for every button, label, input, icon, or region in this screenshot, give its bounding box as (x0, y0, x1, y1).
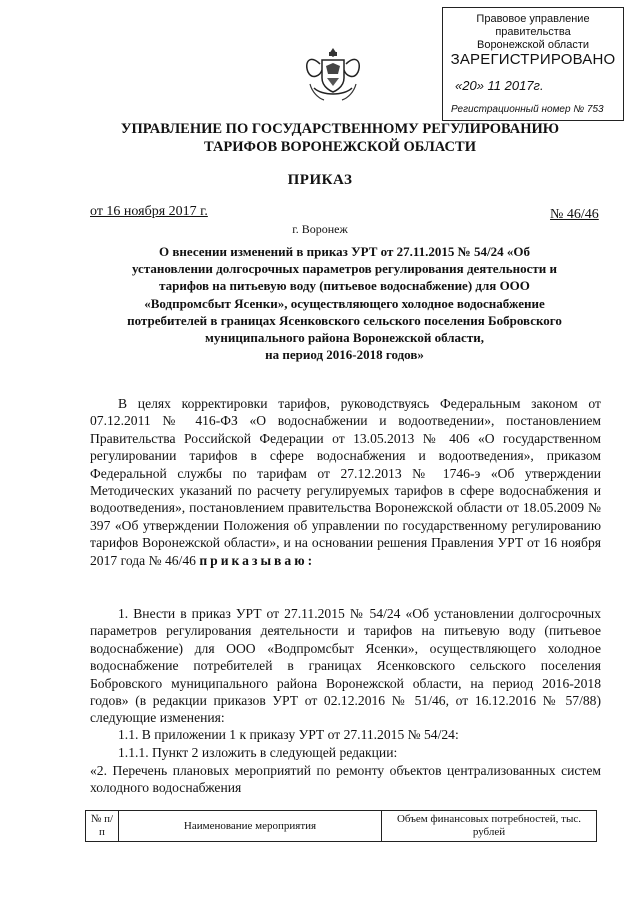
title-line: О внесении изменений в приказ УРТ от 27.11.2015 № 54/24 «Об (159, 244, 530, 259)
stamp-date: «20» 11 2017г. (455, 78, 544, 93)
column-header-financing: Объем финансовых потребностей, тыс. рублей (382, 811, 597, 842)
stamp-org-line1: Правовое управление правительства (476, 13, 590, 38)
stamp-reg-number: Регистрационный номер № 753 (451, 104, 604, 115)
item-1-1-1-paragraph: 1.1.1. Пункт 2 изложить в следующей редакции: (118, 745, 398, 760)
stamp-organization (443, 13, 623, 52)
registration-stamp (442, 7, 624, 121)
title-line: потребителей в границах Ясенковского сельского поселения Бобровского (127, 312, 562, 328)
authority-name-line1: УПРАВЛЕНИЕ ПО ГОСУДАРСТВЕННОМУ РЕГУЛИРОВАНИЮ (120, 121, 560, 137)
title-line: на период 2016-2018 годов» (265, 347, 424, 363)
column-header-number: № п/п (86, 811, 119, 842)
order-number: № 46/46 (550, 207, 599, 222)
stamp-org-line2: Воронежской области (476, 39, 589, 51)
title-line: «Водпромсбыт Ясенки», осуществляющего холодное водоснабжение (144, 295, 545, 311)
table-header-row (86, 811, 597, 842)
preamble-order-word: приказываю: (199, 552, 316, 568)
stamp-registered: ЗАРЕГИСТРИРОВАНО (450, 51, 616, 68)
title-line: установлении долгосрочных параметров регулирования деятельности и (131, 261, 558, 277)
title-line: муниципального района Воронежской области, (205, 330, 484, 346)
authority-name-line2: ТАРИФОВ ВОРОНЕЖСКОЙ ОБЛАСТИ (204, 139, 476, 155)
order-city: г. Воронеж (292, 222, 348, 236)
authority-name (90, 120, 590, 156)
coat-of-arms-emblem (300, 44, 366, 104)
order-date: от 16 ноября 2017 г. (90, 204, 208, 219)
order-title (92, 243, 597, 363)
preamble-paragraph (90, 395, 601, 569)
measures-table (85, 810, 597, 842)
document-type: ПРИКАЗ (287, 172, 353, 188)
preamble-text: В целях корректировки тарифов, руководствуясь Федеральным законом от 07.12.2011 № 416-ФЗ «О водоснабжении и водоотведении», постановлением Правительства Российской Федерации от 13.05.2013 № 406 «О государственном регулировании тарифов в сфере водоснабжения и водоотведения», приказом Федеральной службы по тарифам от 27.12.2013 № 1746-э «Об утверждении Методических указаний по расчету регулируемых тарифов в сфере водоснабжения и водоотведения», постановлением правительства Воронежской области от 18.05.2009 № 397 «Об утверждении Положения об управлении по государственному регулированию тарифов Воронежской области», и на основании решения Правления УРТ от 16 ноября 2017 года № 46/46 (90, 396, 601, 568)
item-1-paragraph: 1. Внести в приказ УРТ от 27.11.2015 № 54/24 «Об установлении долгосрочных параметров регулирования деятельности и тарифов на питьевую воду (питьевое водоснабжение) для ООО «Водпромсбыт Ясенки», осуществляющего холодное водоснабжение потребителей в границах Ясенковского сельского поселения Бобровского муниципального района Воронежской области, на период 2016-2018 годов» (в редакции приказов УРТ от 02.12.2016 № 51/46, от 16.12.2016 № 57/88) следующие изменения: (90, 606, 601, 726)
title-line: тарифов на питьевую воду (питьевое водоснабжение) для ООО (159, 278, 530, 294)
item-1-1-paragraph: 1.1. В приложении 1 к приказу УРТ от 27.11.2015 № 54/24: (118, 727, 459, 742)
quoted-clause: «2. Перечень плановых мероприятий по ремонту объектов централизованных систем холодного водоснабжения (90, 763, 601, 796)
column-header-measure: Наименование мероприятия (119, 811, 382, 842)
